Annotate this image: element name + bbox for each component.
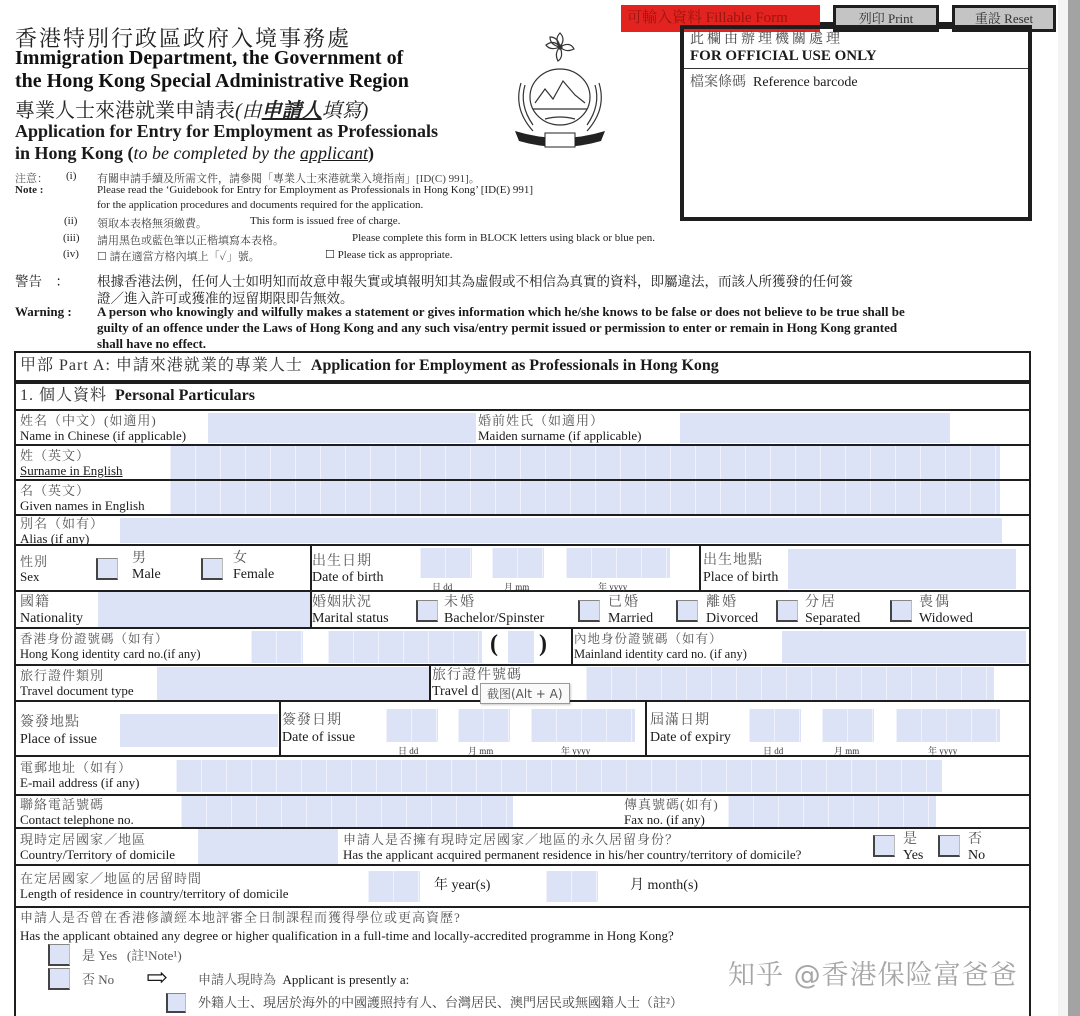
row-length-of-residence: 在定居國家／地區的居留時間 Length of residence in country/territory of domicile 年 year(s) 月 month(s): [16, 866, 1029, 908]
zhihu-watermark: 知乎 @香港保险富爸爸: [728, 960, 1018, 991]
part-a-header: 甲部 Part A: 申請來港就業的專業人士 Application for Employment as Professionals in Hong Kong: [16, 353, 1029, 382]
marital-widowed-checkbox[interactable]: [890, 600, 912, 622]
mainland-id-input[interactable]: [782, 631, 1026, 663]
travel-document-type-input[interactable]: [157, 667, 429, 700]
reference-barcode-label: 檔案條碼 Reference barcode: [690, 75, 858, 90]
residence-months-input[interactable]: [546, 871, 598, 902]
sex-male-checkbox[interactable]: [96, 558, 118, 580]
alias-input[interactable]: [120, 518, 1002, 543]
department-name-en-2: the Hong Kong Special Administrative Region: [15, 70, 409, 92]
domicile-input[interactable]: [198, 829, 338, 864]
official-use-box: [680, 25, 1032, 221]
hkid-number-input[interactable]: [328, 631, 482, 663]
dob-year-input[interactable]: [566, 548, 670, 578]
hk-degree-no-checkbox[interactable]: [48, 968, 70, 990]
row-hk-degree: 申請人是否曾在香港修讀經本地評審全日制課程而獲得學位或更高資歷? Has the applicant obtained any degree or higher qualification in a full-time and locally-accredited programme in Hong Kong? 是 Yes (註¹Note¹) 否 No ⇨ 申請人現時為 Applicant is presently a: 外籍人士、現居於海外的中國護照持有人、台灣居民、澳門居民或無國籍人士（註²）: [16, 908, 1029, 1016]
row-alias: 別名（如有） Alias (if any): [16, 516, 1029, 546]
email-input[interactable]: [176, 760, 942, 792]
hkid-check-digit-input[interactable]: [508, 631, 534, 663]
row-identity-cards: 香港身份證號碼（如有） Hong Kong identity card no.(if any) ( ) 內地身份證號碼（如有） Mainland identity card no. (if any): [16, 629, 1029, 666]
permanent-residence-no-checkbox[interactable]: [938, 835, 960, 857]
dob-month-input[interactable]: [492, 548, 544, 578]
form-title-en-2: in Hong Kong (to be completed by the applicant): [15, 143, 374, 163]
surname-english-input[interactable]: [170, 446, 1000, 479]
row-given-names: 名（英文） Given names in English: [16, 481, 1029, 516]
reset-button[interactable]: 重設 Reset: [952, 5, 1056, 32]
maiden-surname-input[interactable]: [680, 413, 950, 443]
name-chinese-input[interactable]: [208, 413, 476, 443]
marital-single-checkbox[interactable]: [416, 600, 438, 622]
row-domicile: 現時定居國家／地區 Country/Territory of domicile 申請人是否擁有現時定居國家／地區的永久居留身份？ Has the applicant acquired permanent residence in his/her country/territory of domicile? 是 Yes 否 No: [16, 829, 1029, 866]
fax-input[interactable]: [728, 796, 936, 827]
issue-year-input[interactable]: [531, 709, 635, 742]
expiry-day-input[interactable]: [749, 709, 801, 742]
official-use-zh: 此欄由辦理機關處理: [690, 32, 843, 47]
row-travel-document: 旅行證件類別 Travel document type 旅行證件號碼 Travel d: [16, 666, 1029, 702]
row-email: 電郵地址（如有） E-mail address (if any): [16, 757, 1029, 796]
nationality-input[interactable]: [98, 592, 310, 627]
given-names-english-input[interactable]: [170, 481, 1000, 514]
hk-degree-yes-checkbox[interactable]: [48, 944, 70, 966]
permanent-residence-yes-checkbox[interactable]: [873, 835, 895, 857]
place-of-birth-input[interactable]: [788, 549, 1016, 589]
department-name-zh: 香港特別行政區政府入境事務處: [15, 26, 352, 51]
row-nationality-marital: 國籍 Nationality 婚姻狀況 Marital status 未婚 Bachelor/Spinster 已婚 Married 離婚 Divorced 分居 Separated 喪偶 Widowed: [16, 592, 1029, 629]
dob-day-input[interactable]: [420, 548, 472, 578]
screenshot-shortcut-tooltip: 截图(Alt + A): [480, 683, 570, 704]
official-use-en: FOR OFFICIAL USE ONLY: [690, 48, 877, 64]
expiry-month-input[interactable]: [822, 709, 874, 742]
marital-divorced-checkbox[interactable]: [676, 600, 698, 622]
immigration-emblem-icon: [505, 25, 615, 155]
presently-overseas-checkbox[interactable]: [166, 993, 186, 1013]
form-title-en-1: Application for Entry for Employment as Professionals: [15, 121, 439, 141]
issue-day-input[interactable]: [386, 709, 438, 742]
vertical-scrollbar[interactable]: [1068, 0, 1080, 1016]
marital-separated-checkbox[interactable]: [776, 600, 798, 622]
row-phone-fax: 聯絡電話號碼 Contact telephone no. 傳真號碼(如有) Fax no. (if any): [16, 796, 1029, 829]
print-button[interactable]: 列印 Print: [833, 5, 939, 32]
issue-month-input[interactable]: [458, 709, 510, 742]
form-title-zh: 專業人士來港就業申請表(由申請人填寫): [15, 100, 369, 122]
arrow-right-icon: ⇨: [146, 963, 168, 992]
row-surname: 姓（英文） Surname in English: [16, 446, 1029, 481]
sex-female-checkbox[interactable]: [201, 558, 223, 580]
expiry-year-input[interactable]: [896, 709, 1000, 742]
hkid-prefix-input[interactable]: [251, 631, 303, 663]
row-sex-dob: 性別 Sex 男 Male 女 Female 出生日期 Date of birth 日 dd 月 mm 年 yyyy 出生地點 Place of birth: [16, 546, 1029, 592]
fillable-form-badge: 可輸入資料 Fillable Form: [621, 5, 820, 32]
residence-years-input[interactable]: [368, 871, 420, 902]
viewer-margin: [1058, 0, 1068, 1016]
section-1-header: 1. 個人資料 Personal Particulars: [16, 384, 1029, 411]
row-name-chinese: 姓名（中文）(如適用) Name in Chinese (if applicable) 婚前姓氏（如適用） Maiden surname (if applicable): [16, 411, 1029, 446]
department-name-en-1: Immigration Department, the Government of: [15, 47, 404, 69]
contact-telephone-input[interactable]: [181, 796, 513, 827]
row-issue-expiry: 簽發地點 Place of issue 簽發日期 Date of issue 日 dd 月 mm 年 yyyy 屆滿日期 Date of expiry 日 dd 月 mm 年 yyyy: [16, 702, 1029, 757]
place-of-issue-input[interactable]: [120, 714, 278, 747]
travel-document-number-input[interactable]: [586, 667, 994, 700]
marital-married-checkbox[interactable]: [578, 600, 600, 622]
